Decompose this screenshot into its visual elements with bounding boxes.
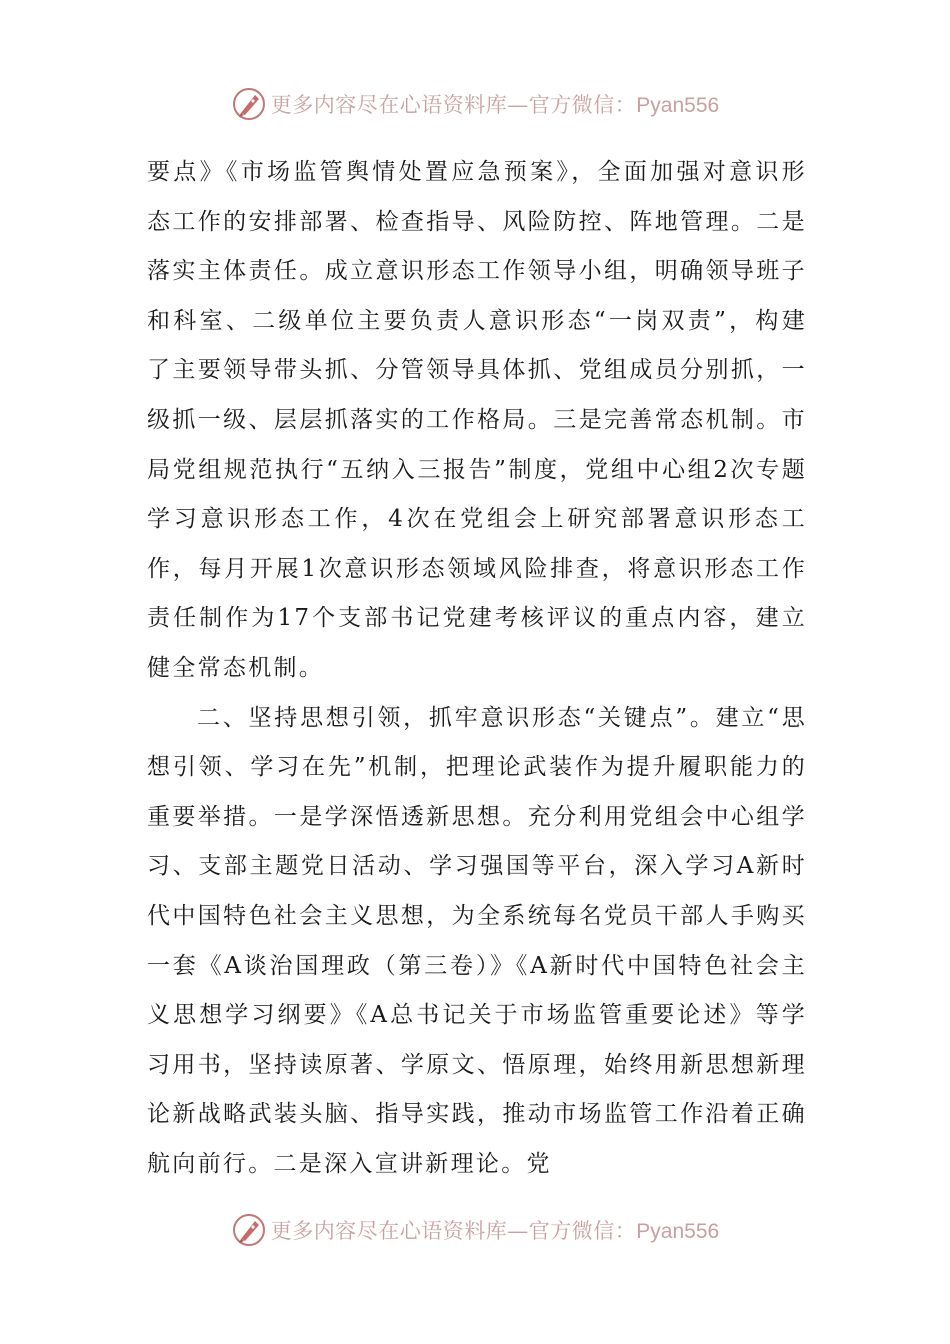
document-body — [147, 148, 807, 1189]
watermark-text — [271, 89, 719, 119]
watermark-text — [271, 1215, 719, 1245]
watermark-label: 更多内容尽在心语资料库—官方微信： — [270, 93, 637, 117]
watermark-header — [0, 84, 950, 124]
paragraph-continued: 要点》《市场监管舆情处置应急预案》，全面加强对意识形态工作的安排部署、检查指导、风险防控、阵地管理。二是落实主体责任。成立意识形态工作领导小组，明确领导班子和科室、二级单位主要负责人意识形态“一岗双责”，构建了主要领导带头抓、分管领导具体抓、党组成员分别抓，一级抓一级、层层抓落实的工作格局。三是完善常态机制。市局党组规范执行“五纳入三报告”制度，党组中心组2次专题学习意识形态工作，4次在党组会上研究部署意识形态工作，每月开展1次意识形态领域风险排查，将意识形态工作责任制作为17个支部书记党建考核评议的重点内容，建立健全常态机制。 — [147, 159, 807, 681]
watermark-footer — [0, 1210, 950, 1250]
paragraph-section-two: 二、坚持思想引领，抓牢意识形态“关键点”。建立“思想引领、学习在先”机制，把理论武装作为提升履职能力的重要举措。一是学深悟透新思想。充分利用党组会中心组学习、支部主题党日活动、学习强国等平台，深入学习A新时代中国特色社会主义思想，为全系统每名党员干部人手购买一套《A谈治国理政（第三卷）》《A新时代中国特色社会主义思想学习纲要》《A总书记关于市场监管重要论述》等学习用书，坚持读原著、学原文、悟原理，始终用新思想新理论新战略武装头脑、指导实践，推动市场监管工作沿着正确航向前行。二是深入宣讲新理论。党 — [147, 704, 807, 1177]
watermark-label: 更多内容尽在心语资料库—官方微信： — [270, 1219, 637, 1243]
pen-nib-logo-icon — [231, 1212, 267, 1248]
watermark-wechat-id: Pyan556 — [636, 1220, 720, 1243]
pen-nib-logo-icon — [231, 86, 267, 122]
watermark-wechat-id: Pyan556 — [636, 94, 720, 117]
